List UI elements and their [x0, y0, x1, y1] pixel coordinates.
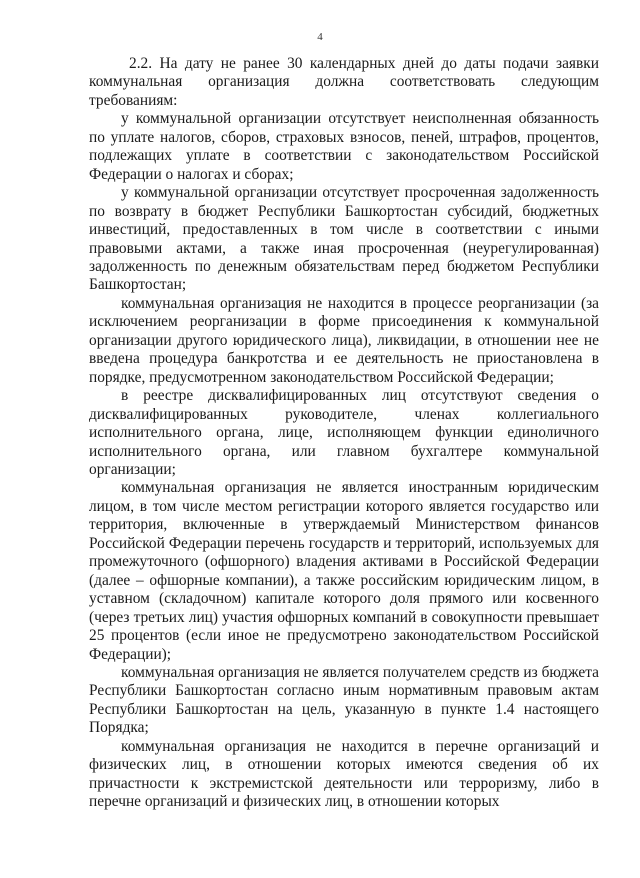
paragraph-2-2-intro: 2.2. На дату не ранее 30 календарных дней до даты подачи заявки коммунальная организация должна соответствовать следующим требованиям: — [89, 55, 599, 109]
paragraph-not-in-extremist-list: коммунальная организация не находится в перечне организаций и физических лиц, в отношении которых имеются сведения об их причастности к экстремистской деятельности или терроризму, либо в перечне организаций и физических лиц, в отношении которых — [89, 737, 599, 811]
paragraph-not-other-funds-recipient: коммунальная организация не является получателем средств из бюджета Республики Башкортостан согласно иным нормативным правовым актам Республики Башкортостан на цель, указанную в пункте 1.4 настоящего Порядка; — [89, 663, 599, 737]
page-number: 4 — [317, 31, 323, 43]
document-body — [89, 55, 599, 812]
paragraph-not-foreign-entity: коммунальная организация не является иностранным юридическим лицом, в том числе местом регистрации которого является государство или территория, включенные в утверждаемый Министерством финансов Российской Федерации перечень государств и территорий, используемых для промежуточного (офшорного) владения активами в Российской Федерации (далее – офшорные компании), а также российским юридическим лицом, в уставном (складочном) капитале которого доля прямого или косвенного (через третьих лиц) участия офшорных компаний в совокупности превышает 25 процентов (если иное не предусмотрено законодательством Российской Федерации); — [89, 479, 599, 663]
paragraph-no-disqualified-persons: в реестре дисквалифицированных лиц отсутствуют сведения о дисквалифицированных руководителе, членах коллегиального исполнительного органа, лице, исполняющем функции единоличного исполнительного органа, или главном бухгалтере коммунальной организации; — [89, 387, 599, 478]
paragraph-no-budget-arrears: у коммунальной организации отсутствует просроченная задолженность по возврату в бюджет Республики Башкортостан субсидий, бюджетных инвестиций, предоставленных в том числе в соответствии с иными правовыми актами, а также иная просроченная (неурегулированная) задолженность по денежным обязательствам перед бюджетом Республики Башкортостан; — [89, 184, 599, 294]
paragraph-no-reorganization: коммунальная организация не находится в процессе реорганизации (за исключением реорганизации в форме присоединения к коммунальной организации другого юридического лица), ликвидации, в отношении нее не введена процедура банкротства и ее деятельность не приостановлена в порядке, предусмотренном законодательством Российской Федерации; — [89, 294, 599, 386]
paragraph-no-tax-debt: у коммунальной организации отсутствует неисполненная обязанность по уплате налогов, сборов, страховых взносов, пеней, штрафов, процентов, подлежащих уплате в соответствии с законодательством Российской Федерации о налогах и сборах; — [89, 110, 599, 183]
